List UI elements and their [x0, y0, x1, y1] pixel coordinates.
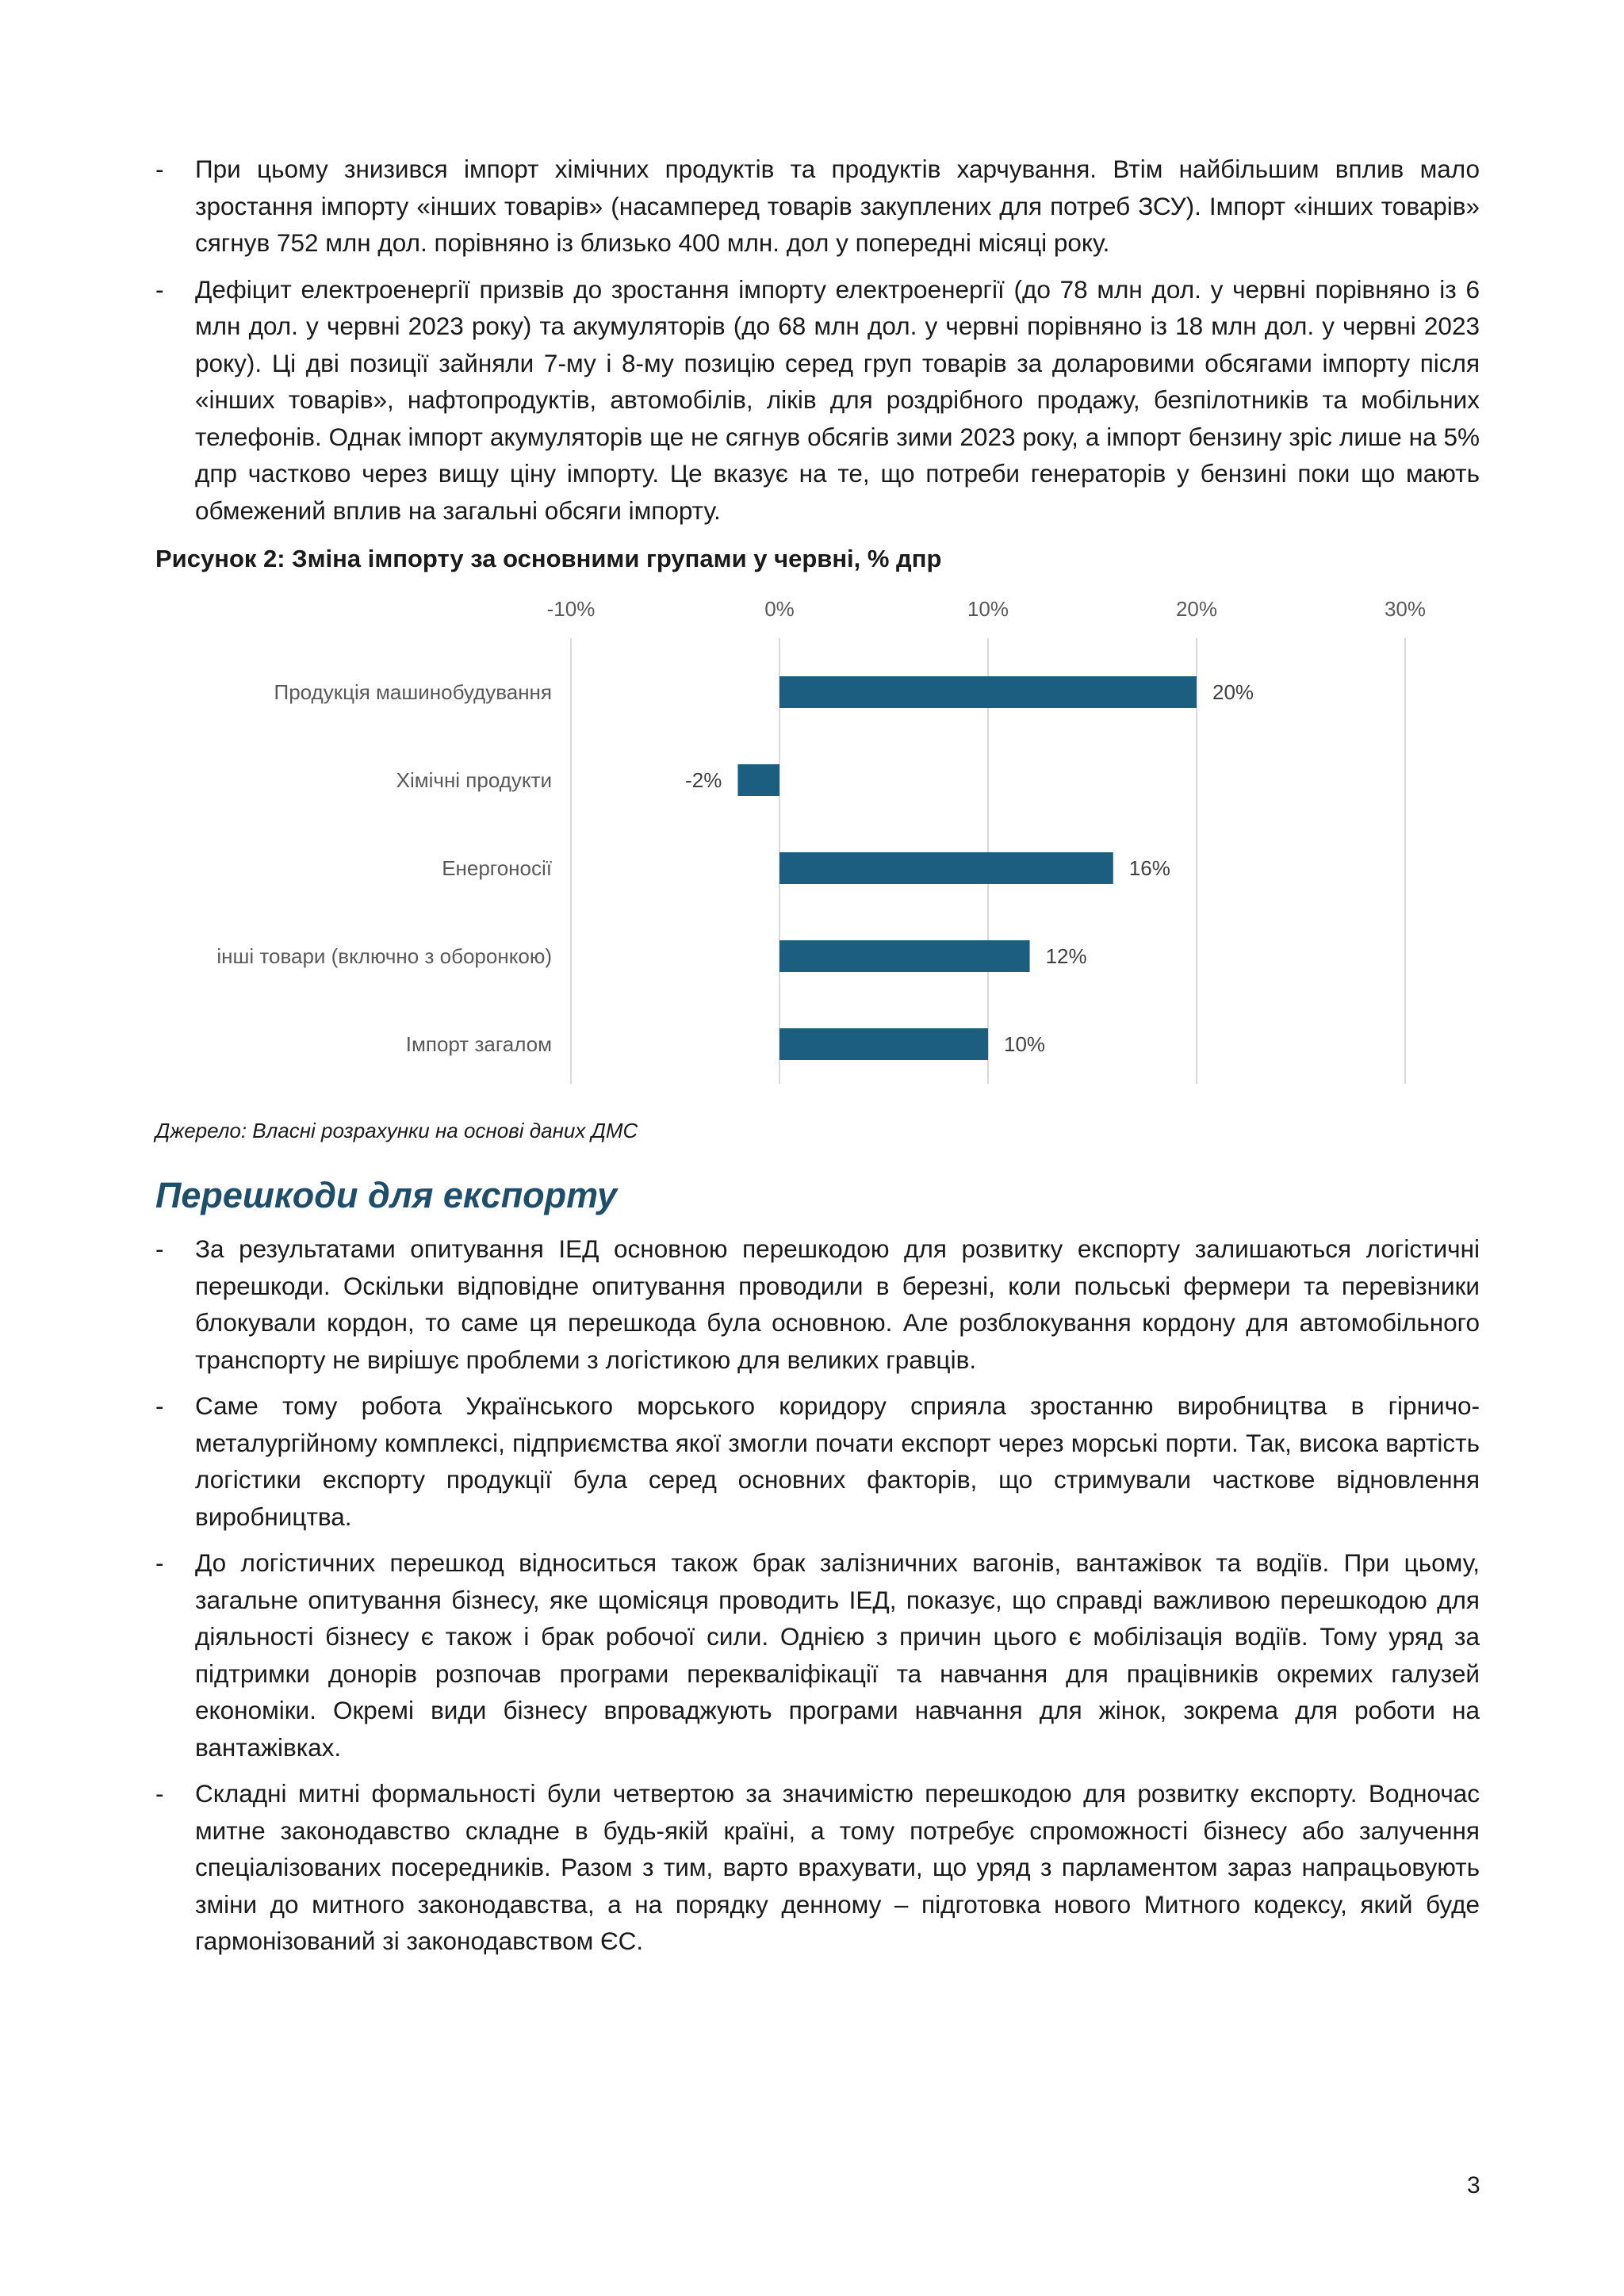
import-change-chart: [155, 573, 1480, 1112]
tick-label: 10%: [967, 597, 1009, 621]
bullet-item: [155, 1775, 1480, 1960]
data-label: -2%: [685, 768, 722, 792]
bullet-text: Саме тому робота Українського морського коридору сприяла зростанню виробництва в гірничо-металургійному комплексі, підприємства якої змогли почати експорт через морські порти. Так, висока вартість логістики експорту продукції була серед основних факторів, що стримували часткове відновлення виробництва.: [195, 1391, 1480, 1531]
bar: [737, 764, 779, 796]
tick-label: 20%: [1175, 597, 1218, 621]
tick-label: -10%: [546, 597, 596, 621]
bullet-text: Складні митні формальності були четвертою за значимістю перешкодою для розвитку експорту. Водночас митне законодавство складне в будь-якій країні, а тому потребує спроможності бізнесу або залучення спеціалізованих посередників. Разом з тим, варто врахувати, що уряд з парламентом зараз напрацьовують зміни до митного законодавства, а на порядку денному – підготовка нового Митного кодексу, який буде гармонізований зі законодавством ЄС.: [195, 1779, 1480, 1955]
tick-label: 30%: [1384, 597, 1427, 621]
bullet-text: За результатами опитування ІЕД основною перешкодою для розвитку експорту залишаються логістичні перешкоди. Оскільки відповідне опитування проводили в березні, коли польські фермери та перевізники блокували кордон, то саме ця перешкода була основною. Але розблокування кордону для автомобільного транспорту не вирішує проблеми з логістикою для великих гравців.: [195, 1234, 1480, 1374]
category-label: Енергоносії: [442, 856, 552, 880]
bullet-list-top: [155, 151, 1480, 529]
bullet-item: [155, 151, 1480, 262]
category-label: Продукція машинобудування: [274, 680, 552, 704]
category-label: Хімічні продукти: [396, 768, 552, 792]
bar: [779, 676, 1197, 708]
category-label: інші товари (включно з оборонкою): [216, 944, 552, 968]
bullet-text: При цьому знизився імпорт хімічних продуктів та продуктів харчування. Втім найбільшим вплив мало зростання імпорту «інших товарів» (насамперед товарів закуплених для потреб ЗСУ). Імпорт «інших товарів» сягнув 752 млн дол. порівняно із близько 400 млн. дол у попередні місяці року.: [195, 155, 1480, 257]
category-label: Імпорт загалом: [405, 1032, 552, 1056]
data-label: 20%: [1212, 680, 1254, 704]
section-title: Перешкоди для експорту: [155, 1175, 618, 1215]
document-page: [155, 151, 1480, 1969]
data-label: 12%: [1045, 944, 1087, 968]
bullet-marker: -: [155, 1234, 164, 1263]
bullet-list-bottom: [155, 1230, 1480, 1960]
bullet-marker: -: [155, 1548, 164, 1577]
data-label: 16%: [1128, 856, 1170, 880]
source-note: Джерело: Власні розрахунки на основі даних ДМС: [155, 1119, 638, 1142]
tick-label: 0%: [764, 597, 795, 621]
bullet-text: До логістичних перешкод відноситься також брак залізничних вагонів, вантажівок та водіїв. При цьому, загальне опитування бізнесу, яке щомісяця проводить ІЕД, показує, що справді важливою перешкодою для діяльності бізнесу є також і брак робочої сили. Однією з причин цього є мобілізація водіїв. Тому уряд за підтримки донорів розпочав програми перекваліфікації та навчання для працівників окремих галузей економіки. Окремі види бізнесу впроваджують програми навчання для жінок, зокрема для роботи на вантажівках.: [195, 1548, 1480, 1762]
bullet-item: [155, 1387, 1480, 1535]
bullet-marker: -: [155, 1391, 164, 1420]
bullet-item: [155, 1230, 1480, 1378]
chart-svg: [155, 573, 1480, 1112]
bar: [779, 1028, 988, 1060]
bullet-marker: -: [155, 155, 164, 183]
bullet-item: [155, 271, 1480, 530]
bullet-item: [155, 1544, 1480, 1766]
bullet-text: Дефіцит електроенергії призвів до зростання імпорту електроенергії (до 78 млн дол. у червні порівняно із 6 млн дол. у червні 2023 року) та акумуляторів (до 68 млн дол. у червні порівняно із 18 млн дол. у червні 2023 року). Ці дві позиції зайняли 7-му і 8-му позицію серед груп товарів за доларовими обсягами імпорту після «інших товарів», нафтопродуктів, автомобілів, ліків для роздрібного продажу, безпілотників та мобільних телефонів. Однак імпорт акумуляторів ще не сягнув обсягів зими 2023 року, а імпорт бензину зріс лише на 5% дпр частково через вищу ціну імпорту. Це вказує на те, що потреби генераторів у бензині поки що мають обмежений вплив на загальні обсяги імпорту.: [195, 274, 1480, 525]
data-label: 10%: [1004, 1032, 1046, 1056]
figure-title: Рисунок 2: Зміна імпорту за основними групами у червні, % дпр: [155, 545, 942, 572]
bullet-marker: -: [155, 1779, 164, 1808]
bullet-marker: -: [155, 274, 164, 304]
bar: [779, 940, 1030, 972]
page-number: 3: [1467, 2172, 1480, 2198]
bar: [779, 852, 1113, 884]
